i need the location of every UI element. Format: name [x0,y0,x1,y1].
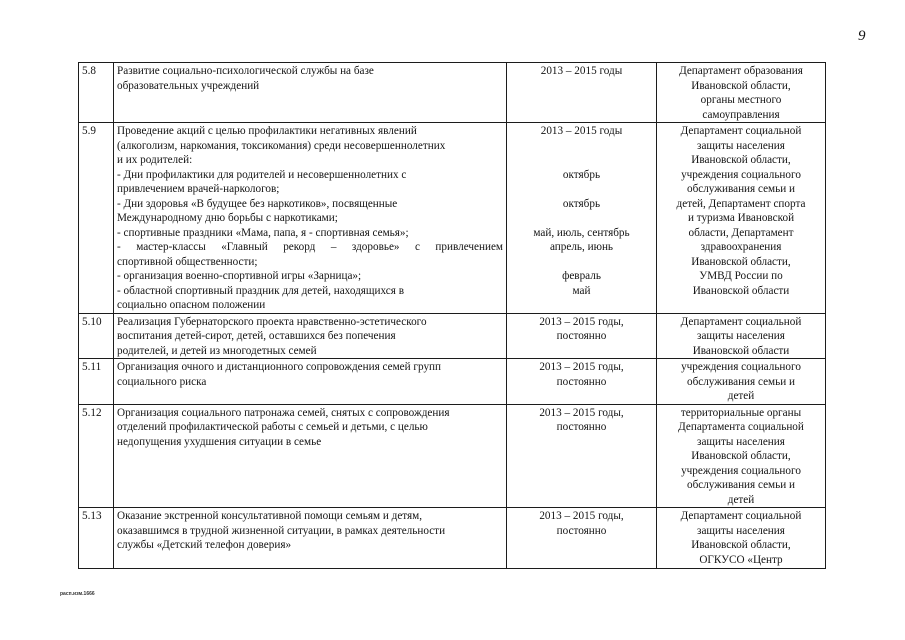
table-row [79,123,826,314]
resp-cell [657,508,826,569]
responsible-line: детей [727,493,755,506]
task-line: и их родителей: [117,154,193,166]
item-number: 5.10 [79,313,114,359]
resp-cell [657,359,826,405]
responsible-line: защиты населения [697,435,785,448]
resp-cell [657,63,826,123]
term-line [510,153,653,168]
task-line: привлечением врачей-наркологов; [117,183,280,195]
term-line [510,139,653,154]
responsible-line: Ивановской области, [691,154,791,166]
task-line: отделений профилактической работы с семьей и детьми, с целью [117,421,428,433]
footer-note: расп.изм.1666 [60,591,95,597]
table-body [79,63,826,569]
responsible-line: Департамента социальной [678,421,804,433]
responsible-line: Департамент образования [679,65,803,77]
responsible-line: органы местного [700,94,782,106]
responsible-line: Ивановской области, [691,450,791,462]
task-line: - Дни здоровья «В будущее без наркотиков», посвященные [117,197,398,210]
responsible-line: и туризма Ивановской [687,212,795,224]
task-line: образовательных учреждений [117,79,260,92]
term-line [510,211,653,226]
task-line: Проведение акций с целью профилактики негативных явлений [117,125,417,137]
responsible-line: Ивановской области, [691,539,791,551]
responsible-line: обслуживания семьи и [686,479,796,491]
term-line [510,255,653,270]
responsible-line: защиты населения [697,330,785,342]
task-cell [114,123,507,314]
responsible-line: обслуживания семьи и [686,375,796,388]
task-line: социального риска [117,375,207,388]
item-number: 5.11 [79,359,114,405]
responsible-line: самоуправления [702,108,780,121]
page-number: 9 [858,28,866,44]
term-line: 2013 – 2015 годы, [539,510,624,522]
responsible-line: Департамент социальной [680,125,802,137]
responsible-line: территориальные органы [680,406,802,419]
term-line: май, июль, сентябрь [533,226,630,239]
responsible-line: учреждения социального [681,464,801,477]
task-cell [114,63,507,123]
responsible-line: детей [727,390,755,402]
term-line: 2013 – 2015 годы, [539,406,624,419]
task-line: Организация очного и дистанционного сопровождения семей групп [117,361,442,373]
task-line: родителей, и детей из многодетных семей [117,344,317,357]
task-line: Международному дню борьбы с наркотиками; [117,212,338,224]
resp-cell [657,313,826,359]
responsible-line: детей, Департамент спорта [676,197,806,210]
task-line: службы «Детский телефон доверия» [117,539,292,551]
term-line [510,182,653,197]
responsible-line: ОГКУСО «Центр [699,553,783,566]
term-line: 2013 – 2015 годы, [539,315,624,328]
item-number: 5.8 [79,63,114,123]
task-line: Оказание экстренной консультативной помощи семьям и детям, [117,510,423,522]
table-row [79,404,826,508]
task-line: спортивной общественности; [117,255,258,268]
responsible-line: УМВД России по [699,270,783,282]
task-line: воспитания детей-сирот, детей, оставшихся без попечения [117,330,396,342]
responsible-line: Ивановской области [692,284,790,297]
term-line: 2013 – 2015 годы [540,125,623,137]
term-cell [507,404,657,508]
responsible-line: здравоохранения [700,241,782,253]
task-line: недопущения ухудшения ситуации в семье [117,435,322,448]
term-line: 2013 – 2015 годы [540,65,623,77]
item-number: 5.9 [79,123,114,314]
term-cell [507,123,657,314]
term-line: 2013 – 2015 годы, [539,361,624,373]
responsible-line: учреждения социального [681,361,801,373]
task-cell [114,313,507,359]
table-row [79,313,826,359]
term-cell [507,359,657,405]
responsible-line: защиты населения [697,139,785,152]
term-line: постоянно [556,375,607,388]
item-number: 5.12 [79,404,114,508]
term-cell [507,313,657,359]
responsible-line: Ивановской области [692,344,790,357]
action-plan-table [78,62,826,569]
term-cell [507,508,657,569]
task-line: - Дни профилактики для родителей и несовершеннолетних с [117,168,407,181]
task-line: - мастер-классы «Главный рекорд – здоровье» с привлечением [117,241,503,253]
task-line: социально опасном положении [117,299,266,311]
responsible-line: Ивановской области, [691,255,791,268]
task-line: Реализация Губернаторского проекта нравственно-эстетического [117,315,427,328]
term-cell [507,63,657,123]
table-row [79,508,826,569]
responsible-line: Департамент социальной [680,510,802,522]
responsible-line: обслуживания семьи и [686,183,796,195]
term-line: октябрь [562,197,601,210]
table-row [79,359,826,405]
term-line: май [572,284,591,297]
responsible-line: Департамент социальной [680,315,802,328]
task-line: - спортивные праздники «Мама, папа, я - спортивная семья»; [117,226,409,239]
task-cell [114,359,507,405]
task-cell [114,508,507,569]
item-number: 5.13 [79,508,114,569]
responsible-line: учреждения социального [681,168,801,181]
term-line: постоянно [556,524,607,537]
resp-cell [657,404,826,508]
task-line: оказавшимся в трудной жизненной ситуации, в рамках деятельности [117,524,446,537]
task-line: - организация военно-спортивной игры «Зарница»; [117,270,362,282]
term-line: постоянно [556,330,607,342]
task-line: - областной спортивный праздник для детей, находящихся в [117,284,405,297]
term-line: постоянно [556,421,607,433]
term-line: февраль [562,270,601,282]
resp-cell [657,123,826,314]
term-line: октябрь [562,168,601,181]
table-row [79,63,826,123]
responsible-line: области, Департамент [688,226,794,239]
task-line: Развитие социально-психологической службы на базе [117,65,374,77]
task-cell [114,404,507,508]
term-line: апрель, июнь [549,241,614,253]
task-line: Организация социального патронажа семей, снятых с сопровождения [117,406,450,419]
responsible-line: Ивановской области, [691,79,791,92]
task-line: (алкоголизм, наркомания, токсикомания) среди несовершеннолетних [117,139,446,152]
responsible-line: защиты населения [697,524,785,537]
